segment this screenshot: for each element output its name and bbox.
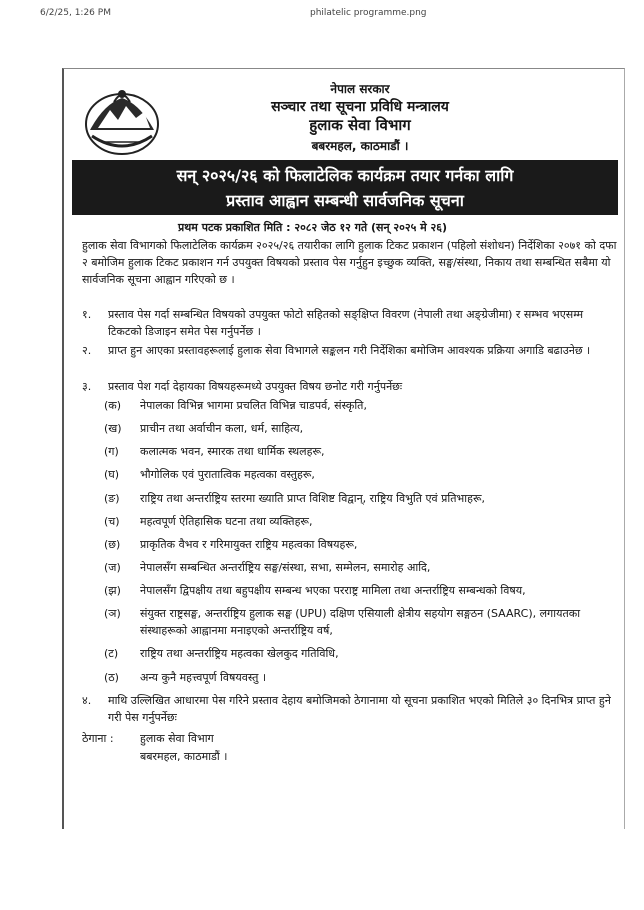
notice-title-line1: सन् २०२५/२६ को फिलाटेलिक कार्यक्रम तयार गर्नका लागि [176, 166, 514, 185]
subitem-key: (ङ) [104, 492, 120, 505]
subitem-text: भौगोलिक एवं पुरातात्विक महत्वका वस्तुहरू, [140, 468, 315, 481]
subitem-key: (छ) [104, 538, 121, 551]
government-emblem-icon [84, 84, 160, 158]
subitem-text: नेपालसँग द्विपक्षीय तथा बहुपक्षीय सम्बन्ध भएका परराष्ट्र मामिला तथा अन्तर्राष्ट्रिय सम्बन्धको विषय, [140, 584, 526, 597]
subitem-text: प्राकृतिक वैभव र गरिमायुक्त राष्ट्रिय महत्वका विषयहरू, [140, 538, 358, 551]
subitem-key: (ठ) [104, 671, 119, 684]
subitem-text: महत्वपूर्ण ऐतिहासिक घटना तथा व्यक्तिहरू, [140, 515, 313, 528]
subitem-key: (ग) [104, 445, 119, 458]
notice-title-banner [72, 160, 618, 215]
subitem-text: संयुक्त राष्ट्रसङ्घ, अन्तर्राष्ट्रिय हुलाक सङ्घ (UPU) दक्षिण एसियाली क्षेत्रीय सहयोग सङ्गठन (SAARC), लगायतका संस्थाहरूको आह्वानमा मनाइएको अन्तर्राष्ट्रिय वर्ष, [140, 607, 581, 637]
subitem-text: राष्ट्रिय तथा अन्तर्राष्ट्रिय महत्वका खेलकुद गतिविधि, [140, 647, 339, 660]
list-item-number: ४. [82, 694, 92, 707]
intro-paragraph: हुलाक सेवा विभागको फिलाटेलिक कार्यक्रम २०२५/२६ तयारीका लागि हुलाक टिकट प्रकाशन (पहिलो संशोधन) निर्देशिका २०७१ को दफा २ बमोजिम हुलाक टिकट प्रकाशन गर्न उपयुक्त विषयको प्रस्ताव पेस गर्नुहुन इच्छुक व्यक्ति, सङ्घ/संस्था, निकाय तथा सम्बन्धित सबैमा यो सार्वजनिक सूचना आह्वान गरिएको छ । [82, 239, 617, 286]
org-location: बबरमहल, काठमाडौं । [311, 139, 409, 153]
org-ministry: सञ्चार तथा सूचना प्रविधि मन्त्रालय [271, 99, 449, 115]
subitem-key: (च) [104, 515, 120, 528]
subitem-text: अन्य कुनै महत्त्वपूर्ण विषयवस्तु । [140, 671, 267, 684]
list-item-number: १. [82, 308, 92, 321]
subitem-key: (घ) [104, 468, 120, 481]
subitem-key: (ज) [104, 561, 121, 574]
subitem-text: नेपालसँग सम्बन्धित अन्तर्राष्ट्रिय सङ्घ/संस्था, सभा, सम्मेलन, समारोह आदि, [140, 561, 431, 574]
subitem-text: राष्ट्रिय तथा अन्तर्राष्ट्रिय स्तरमा ख्याति प्राप्त विशिष्ट विद्वान्, राष्ट्रिय विभुति एवं प्रतिभाहरू, [140, 492, 486, 505]
subitem-key: (ख) [104, 422, 122, 435]
subitem-text: प्राचीन तथा अर्वाचीन कला, धर्म, साहित्य, [140, 422, 304, 435]
list-item-text: प्राप्त हुन आएका प्रस्तावहरूलाई हुलाक सेवा विभागले सङ्कलन गरी निर्देशिका बमोजिम आवश्यक प्रक्रिया अगाडि बढाउनेछ । [108, 344, 591, 357]
list-item-number: ३. [82, 380, 92, 393]
address-line1: हुलाक सेवा विभाग [140, 732, 214, 745]
list-item-number: २. [82, 344, 92, 357]
list-item-text: माथि उल्लिखित आधारमा पेस गरिने प्रस्ताव देहाय बमोजिमको ठेगानामा यो सूचना प्रकाशित भएको मितिले ३० दिनभित्र प्राप्त हुने गरी पेस गर्नुपर्नेछः [108, 694, 611, 724]
subitem-key: (झ) [104, 584, 121, 597]
org-government: नेपाल सरकार [330, 82, 390, 96]
subitem-key: (ञ) [104, 607, 121, 620]
published-date: प्रथम पटक प्रकाशित मिति : २०८२ जेठ १२ गते (सन् २०२५ मे २६) [178, 221, 447, 234]
subitem-key: (ट) [104, 647, 119, 660]
print-timestamp: 6/2/25, 1:26 PM [40, 8, 111, 18]
list-item-text: प्रस्ताव पेस गर्दा सम्बन्धित विषयको उपयुक्त फोटो सहितको सङ्क्षिप्त विवरण (नेपाली तथा अङ्ग्रेजीमा) र सम्भव भएसम्म टिकटको डिजाइन समेत पेस गर्नुपर्नेछ । [108, 308, 584, 338]
list-item-text: प्रस्ताव पेश गर्दा देहायका विषयहरूमध्ये उपयुक्त विषय छनोट गरी गर्नुपर्नेछः [108, 380, 403, 393]
subitem-text: कलात्मक भवन, स्मारक तथा धार्मिक स्थलहरू, [140, 445, 325, 458]
address-label: ठेगाना : [82, 732, 114, 745]
org-department: हुलाक सेवा विभाग [309, 116, 411, 134]
print-title: philatelic programme.png [310, 8, 427, 18]
notice-title-line2: प्रस्ताव आह्वान सम्बन्धी सार्वजनिक सूचना [226, 191, 464, 210]
address-line2: बबरमहल, काठमाडौं । [140, 750, 228, 763]
subitem-key: (क) [104, 399, 122, 412]
subitem-text: नेपालका विभिन्न भागमा प्रचलित विभिन्न चाडपर्व, संस्कृति, [140, 399, 367, 412]
